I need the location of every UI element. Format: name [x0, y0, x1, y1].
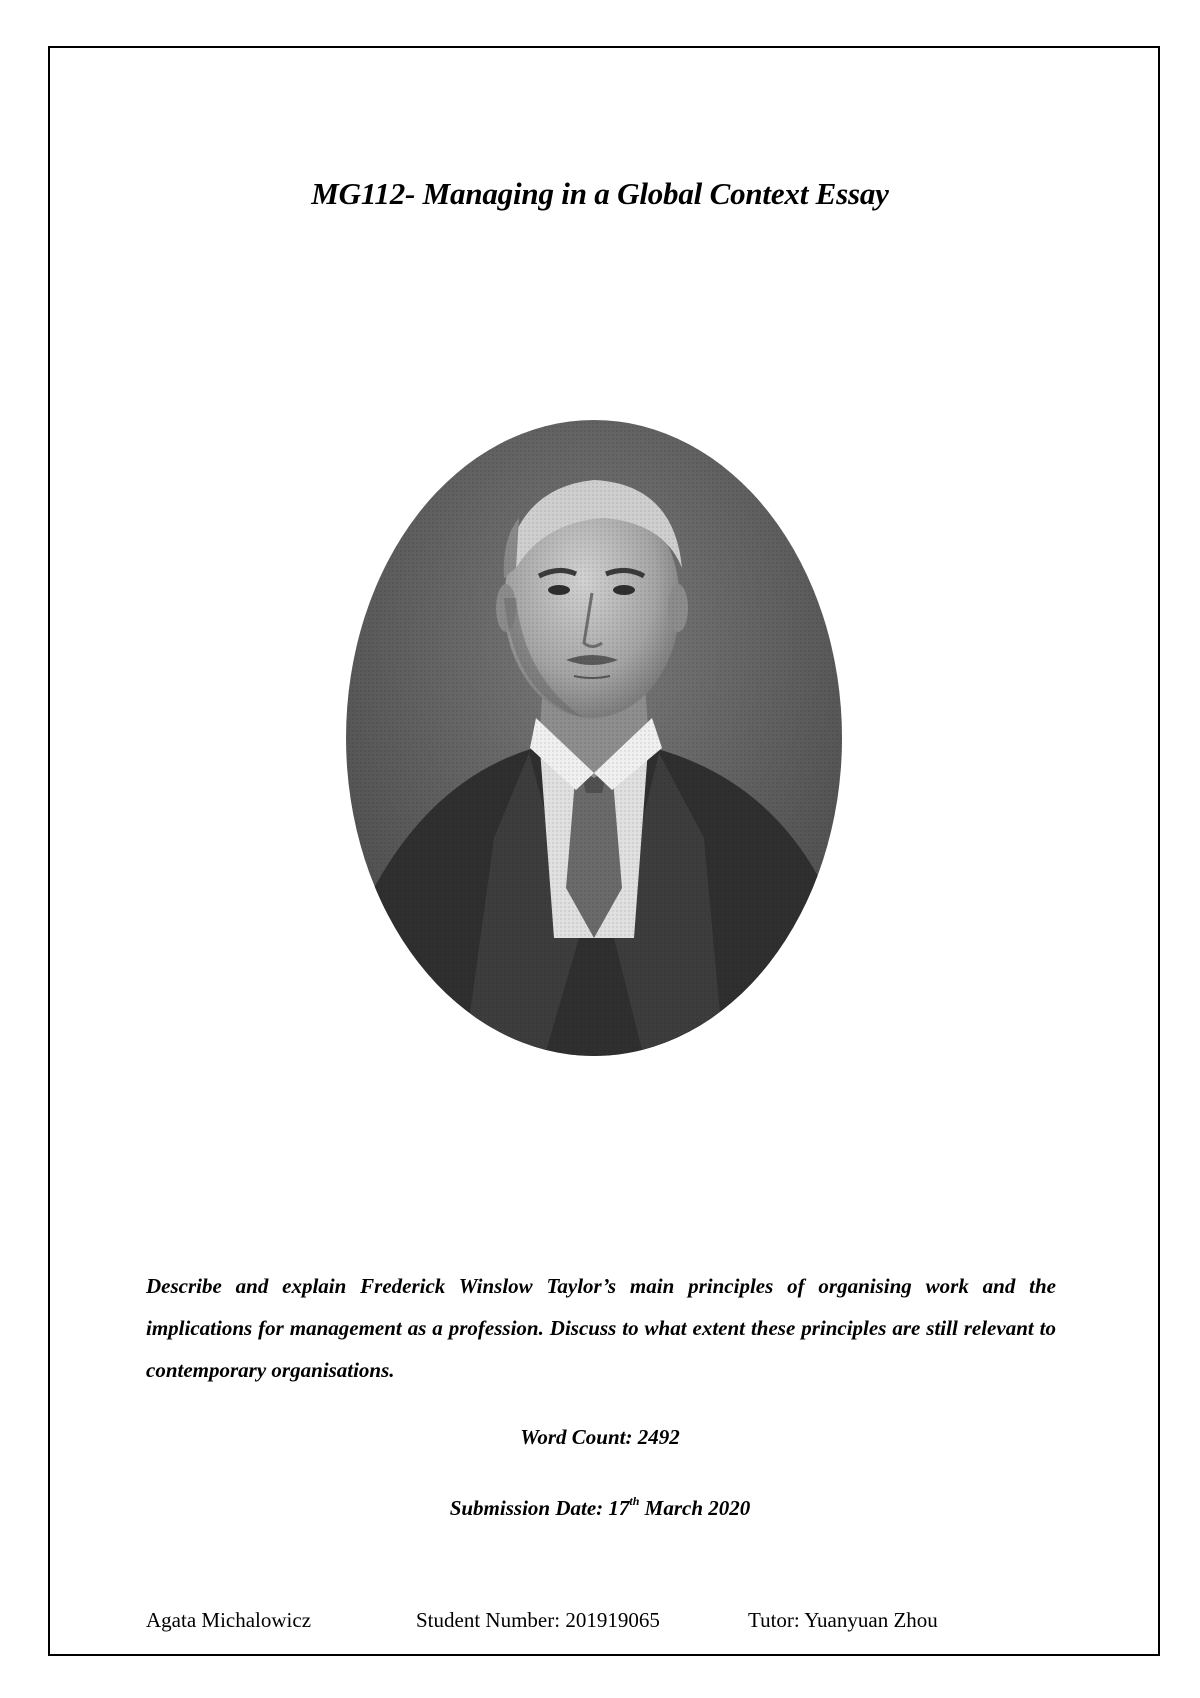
word-count: Word Count: 2492 [520, 1425, 680, 1449]
submission-date-ordinal: th [629, 1494, 640, 1508]
essay-question: Describe and explain Frederick Winslow Taylor’s main principles of organising work and the implications for management as a profession. Discuss to what extent these principles are still relevant to contemporary organisations. [146, 1274, 1056, 1382]
author-name: Agata Michalowicz [146, 1608, 312, 1632]
tutor-name: Tutor: Yuanyuan Zhou [748, 1608, 938, 1632]
portrait-image [344, 418, 844, 1058]
essay-title: MG112- Managing in a Global Context Essay [311, 176, 889, 211]
submission-date-prefix: Submission Date: 17 [449, 1496, 630, 1520]
submission-date [0, 1496, 1200, 1521]
student-number: Student Number: 201919065 [416, 1608, 660, 1632]
submission-date-rest: March 2020 [639, 1496, 751, 1520]
